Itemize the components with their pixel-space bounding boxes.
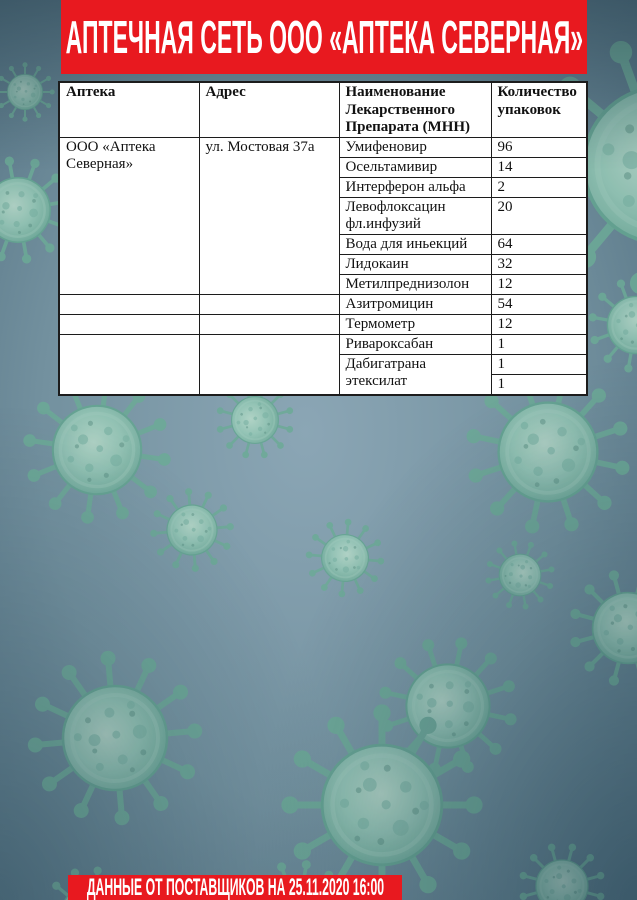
address-empty-cell bbox=[199, 334, 339, 395]
address-empty-cell bbox=[199, 314, 339, 334]
drug-cell: Умифеновир bbox=[339, 137, 491, 157]
pharmacy-empty-cell bbox=[59, 334, 199, 395]
header-banner bbox=[61, 0, 587, 74]
footer-banner-text: ДАННЫЕ ОТ ПОСТАВЩИКОВ НА 25.11.2020 16:00 bbox=[86, 875, 384, 900]
qty-cell: 2 bbox=[491, 177, 587, 197]
medication-stock-table bbox=[58, 81, 588, 396]
qty-cell: 12 bbox=[491, 274, 587, 294]
qty-cell: 64 bbox=[491, 234, 587, 254]
qty-cell: 12 bbox=[491, 314, 587, 334]
address-empty-cell bbox=[199, 294, 339, 314]
pharmacy-empty-cell bbox=[59, 314, 199, 334]
footer-banner bbox=[68, 875, 402, 900]
table-row bbox=[59, 137, 587, 157]
drug-cell: Дабигатрана этексилат bbox=[339, 354, 491, 395]
qty-cell: 32 bbox=[491, 254, 587, 274]
table-row bbox=[59, 294, 587, 314]
drug-cell: Вода для иньекций bbox=[339, 234, 491, 254]
drug-cell: Метилпреднизолон bbox=[339, 274, 491, 294]
qty-cell: 96 bbox=[491, 137, 587, 157]
qty-cell: 20 bbox=[491, 197, 587, 234]
address-cell: ул. Мостовая 37а bbox=[199, 137, 339, 294]
header-pharmacy: Аптека bbox=[59, 82, 199, 137]
table-header-row bbox=[59, 82, 587, 137]
drug-cell: Лидокаин bbox=[339, 254, 491, 274]
qty-cell: 1 bbox=[491, 334, 587, 354]
drug-cell: Ривароксабан bbox=[339, 334, 491, 354]
header-banner-title: АПТЕЧНАЯ СЕТЬ ООО «АПТЕКА СЕВЕРНАЯ» bbox=[65, 11, 583, 63]
drug-cell: Левофлоксацин фл.инфузий bbox=[339, 197, 491, 234]
qty-cell: 14 bbox=[491, 157, 587, 177]
header-drug-name: Наименование Лекарственного Препарата (МНН) bbox=[339, 82, 491, 137]
drug-cell: Термометр bbox=[339, 314, 491, 334]
table-row bbox=[59, 334, 587, 354]
qty-cell: 1 bbox=[491, 354, 587, 374]
qty-cell: 54 bbox=[491, 294, 587, 314]
pharmacy-name-cell: ООО «Аптека Северная» bbox=[59, 137, 199, 294]
pharmacy-empty-cell bbox=[59, 294, 199, 314]
qty-cell: 1 bbox=[491, 374, 587, 395]
header-quantity: Количество упаковок bbox=[491, 82, 587, 137]
header-address: Адрес bbox=[199, 82, 339, 137]
table-row bbox=[59, 314, 587, 334]
drug-cell: Азитромицин bbox=[339, 294, 491, 314]
drug-cell: Осельтамивир bbox=[339, 157, 491, 177]
drug-cell: Интерферон альфа bbox=[339, 177, 491, 197]
